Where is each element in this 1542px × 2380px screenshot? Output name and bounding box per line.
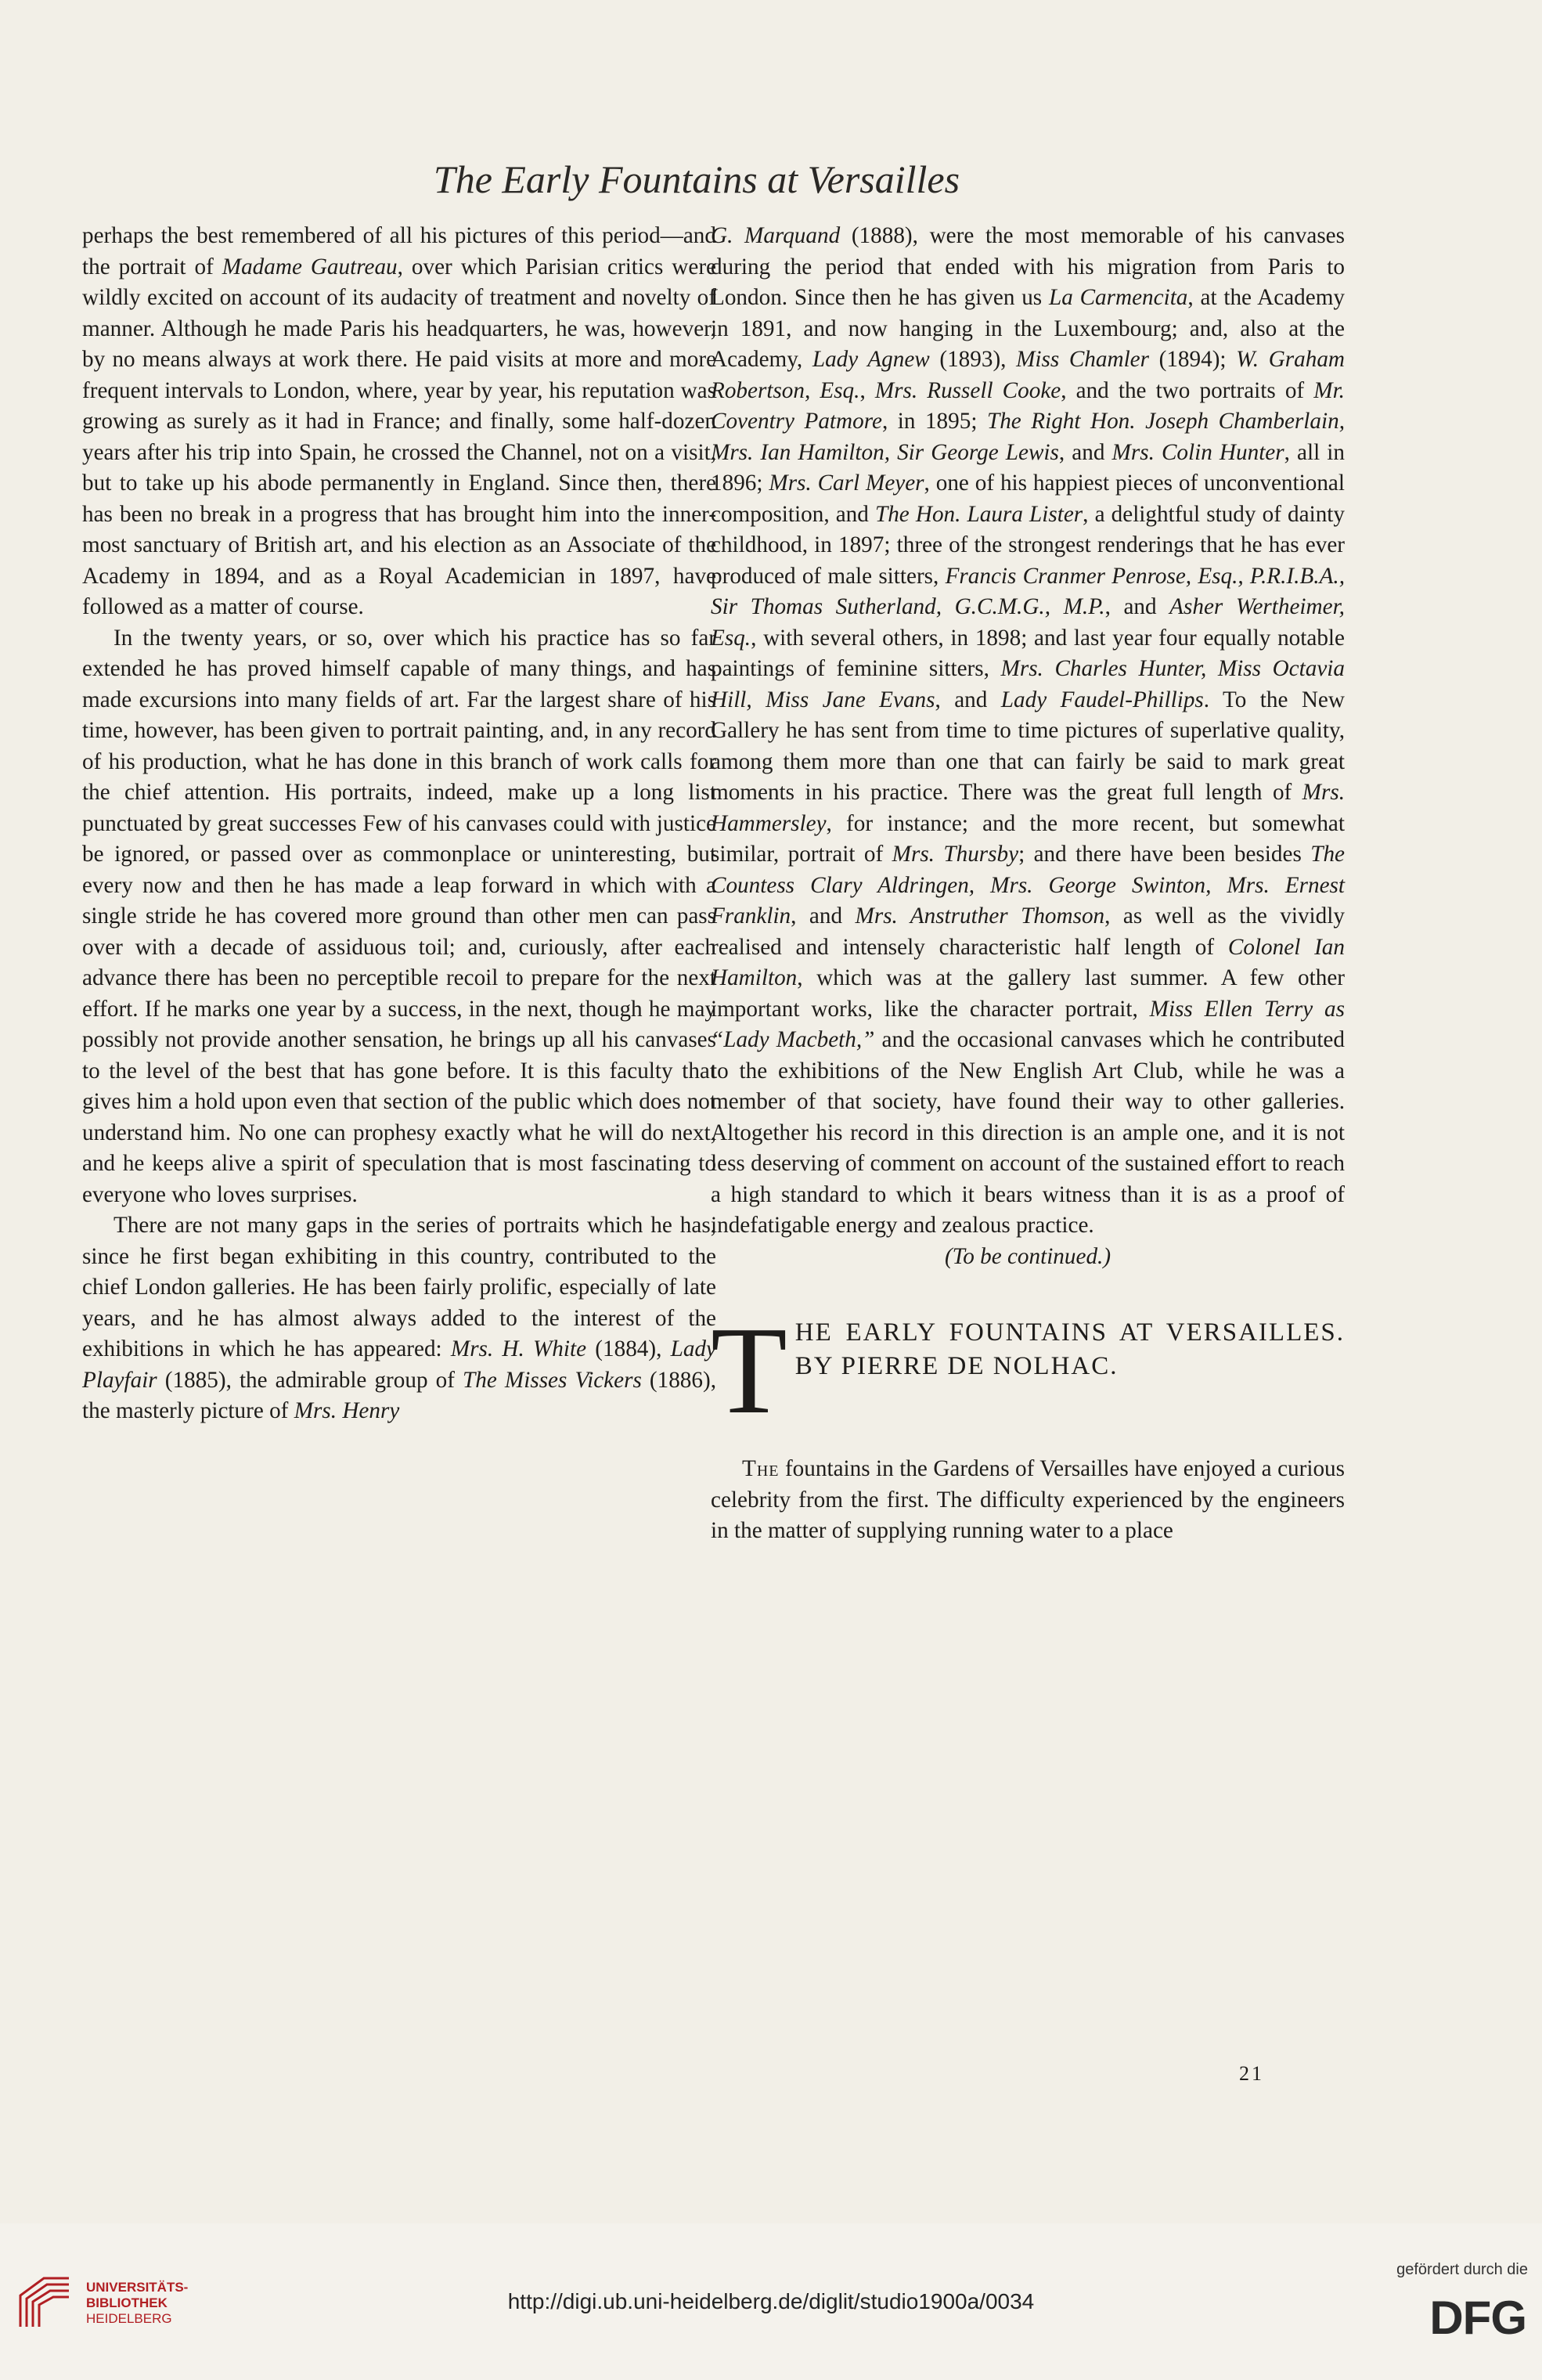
text-run: , with several others, in 1898; and last year four equally notable paintings of feminine sitters, bbox=[711, 625, 1345, 681]
italic-title: Mrs. Charles Hunter, Miss Octavia Hill, Miss Jane Evans bbox=[711, 656, 1345, 712]
italic-title: Mrs. Russell Cooke bbox=[874, 377, 1061, 403]
text-run: . To the New Gallery he has sent from time to time pictures of superlative quality, among them more than one that can fairly be said to mark great moments in his practice. There was the great full length of bbox=[711, 687, 1345, 805]
text-run: , bbox=[859, 377, 875, 403]
italic-title: The Right Hon. Joseph Chamberlain, Mrs. Ian Hamilton, Sir George Lewis bbox=[711, 409, 1345, 465]
dfg-logo: DFG bbox=[1429, 2292, 1526, 2344]
footer-bar bbox=[0, 2223, 1542, 2380]
library-line: UNIVERSITÄTS- bbox=[86, 2280, 189, 2295]
left-column bbox=[82, 221, 716, 1427]
text-run: , a delightful study of dainty childhood, in 1897; three of the strongest renderings that he has ever produced of male sitters, bbox=[711, 501, 1345, 589]
italic-title: Miss Ellen Terry as “Lady Macbeth,” bbox=[711, 996, 1345, 1052]
paragraph bbox=[82, 221, 716, 623]
text-run: (1888), were the most memorable of his canvases during the period that ended with his migration from Paris to London. Since then he has given us bbox=[711, 223, 1345, 310]
article-heading bbox=[711, 1300, 1345, 1454]
text-run: , over which Parisian critics were wildly excited on account of its audacity of treatment and novelty of manner. Although he made Paris his headquarters, he was, however, by no means always at work there. He paid visits at more and more frequent intervals to London, where, year by year, his reputation was growing as surely as it had in France; and finally, some half-dozen years after his trip into Spain, he crossed the Channel, not on a visit, but to take up his abode permanently in England. Since then, there has been no break in a progress that has brought him into the inner-most sanctuary of British art, and his election as an Associate of the Academy in 1894, and as a Royal Academician in 1897, have followed as a matter of course. bbox=[82, 254, 717, 619]
text-run: (1886), the masterly picture of bbox=[82, 1367, 717, 1423]
italic-title: La Carmencita bbox=[1048, 285, 1188, 310]
italic-title: Mrs. Thursby bbox=[892, 842, 1019, 867]
text-run: (1885), the admirable group of bbox=[157, 1367, 463, 1393]
text-run: (1894); bbox=[1149, 347, 1237, 372]
italic-title: Miss Chamler bbox=[1016, 347, 1149, 372]
text-run: and the occasional canvases which he contributed to the exhibitions of the New English Art Club, while he was a member of that society, have found their way to other galleries. Altogether his record in this direction is an ample one, and it is not less deserving of comment on account of the sustained effort to reach a high standard to which it bears witness than it is as a proof of indefatigable energy and zealous practice. bbox=[711, 1027, 1345, 1238]
text-run: , and bbox=[1058, 439, 1112, 465]
page-number: 21 bbox=[1239, 2062, 1264, 2085]
italic-title: Asher Wertheimer, Esq. bbox=[711, 594, 1345, 651]
text-run: (1893), bbox=[929, 347, 1017, 372]
running-title: The Early Fountains at Versailles bbox=[433, 157, 960, 201]
paragraph: In the twenty years, or so, over which his practice has so far extended he has proved himself capable of many things, and has made excursions into many fields of art. Far the largest share of his time, however, has been given to portrait painting, and, in any record of his production, what he has done in this branch of work calls for the chief attention. His portraits, indeed, make up a long list punctuated by great successes Few of his canvases could with justice be ignored, or passed over as commonplace or uninteresting, but every now and then he has made a leap forward in which with a single stride he has covered more ground than other men can pass over with a decade of assiduous toil; and, curiously, after each advance there has been no perceptible recoil to prepare for the next effort. If he marks one year by a success, in the next, though he may possibly not provide another sensation, he brings up all his canvases to the level of the best that has gone before. It is this faculty that gives him a hold upon even that section of the public which does not understand him. No one can prophesy exactly what he will do next, and he keeps alive a spirit of speculation that is most fascinating to everyone who loves surprises. bbox=[82, 625, 716, 1207]
italic-title: Lady Faudel-Phillips bbox=[1000, 687, 1204, 712]
text-run: , and the two portraits of bbox=[1061, 377, 1314, 403]
text-run: , in 1895; bbox=[881, 409, 987, 434]
text-run: , and bbox=[935, 687, 1001, 712]
library-line: HEIDELBERG bbox=[86, 2311, 172, 2326]
lead-word: The bbox=[742, 1456, 780, 1481]
italic-title: Mrs. Anstruther Thomson bbox=[855, 903, 1105, 929]
text-run: , at the Academy in 1891, and now hanging in the Luxembourg; and, also at the Academy, bbox=[711, 285, 1346, 372]
italic-title: Mrs. Henry bbox=[294, 1398, 400, 1423]
italic-title: Mrs. Colin Hunter bbox=[1111, 439, 1284, 465]
text-run: There are not many gaps in the series of portraits which he has, since he first began exhibiting in this country, contributed to the chief London galleries. He has been fairly prolific, especially of late years, and he has almost always added to the interest of the exhibitions in which he has appeared: bbox=[82, 1213, 716, 1361]
right-column bbox=[711, 221, 1345, 1547]
text-run: , which was at the gallery last summer. A few other important works, like the character portrait, bbox=[711, 965, 1345, 1022]
text-run: , all in 1896; bbox=[711, 439, 1345, 496]
text-run: (1884), bbox=[586, 1336, 671, 1361]
italic-title: The Countess Clary Aldringen, Mrs. George Swinton, Mrs. Ernest Franklin bbox=[711, 842, 1345, 929]
italic-title: Lady Agnew bbox=[812, 347, 930, 372]
text-run: , for instance; and the more recent, but somewhat similar, portrait of bbox=[711, 810, 1345, 867]
italic-title: The Misses Vickers bbox=[463, 1367, 642, 1393]
article-body bbox=[711, 1454, 1345, 1547]
italic-title: W. Graham Robertson, Esq. bbox=[711, 347, 1345, 403]
italic-title: The Hon. Laura Lister bbox=[874, 501, 1083, 527]
italic-title: Madame Gautreau bbox=[222, 254, 398, 279]
text-run: , as well as the vividly realised and intensely characteristic half length of bbox=[711, 903, 1345, 960]
text-run: , one of his happiest pieces of unconventional composition, and bbox=[711, 471, 1346, 527]
italic-title: Mrs. Hammersley bbox=[711, 780, 1345, 836]
italic-title: Mrs. Carl Meyer bbox=[769, 471, 924, 496]
text-run: perhaps the best remembered of all his pictures of this period—and the portrait of bbox=[82, 223, 716, 279]
funding-note: gefördert durch die bbox=[1396, 2261, 1528, 2278]
to-be-continued: (To be continued.) bbox=[944, 1243, 1111, 1269]
drop-cap: T bbox=[711, 1300, 787, 1440]
text-run: , and bbox=[1104, 594, 1170, 619]
article-title: HE EARLY FOUNTAINS AT VERSAILLES. BY PIERRE DE NOLHAC. bbox=[794, 1318, 1345, 1380]
italic-title: Mrs. H. White bbox=[450, 1336, 587, 1361]
text-run: fountains in the Gardens of Versailles have enjoyed a curious celebrity from the first. The difficulty experienced by the engineers in the matter of supplying running water to a place bbox=[711, 1456, 1345, 1543]
source-url-link[interactable]: http://digi.ub.uni-heidelberg.de/diglit/studio1900a/0034 bbox=[507, 2289, 1035, 2313]
italic-title: Lady Playfair bbox=[82, 1336, 716, 1393]
paragraph bbox=[82, 1210, 716, 1427]
text-run: ; and there have been besides bbox=[1018, 842, 1311, 867]
library-line: BIBLIOTHEK bbox=[86, 2295, 168, 2310]
italic-title: Mr. Coventry Patmore bbox=[711, 377, 1345, 434]
text-run: , and bbox=[791, 903, 856, 929]
italic-title: Colonel Ian Hamilton bbox=[711, 934, 1345, 990]
italic-title: G. Marquand bbox=[711, 223, 841, 248]
italic-title: Francis Cranmer Penrose, Esq., P.R.I.B.A., Sir Thomas Sutherland, G.C.M.G., M.P. bbox=[711, 563, 1345, 619]
paragraph bbox=[711, 221, 1345, 1242]
